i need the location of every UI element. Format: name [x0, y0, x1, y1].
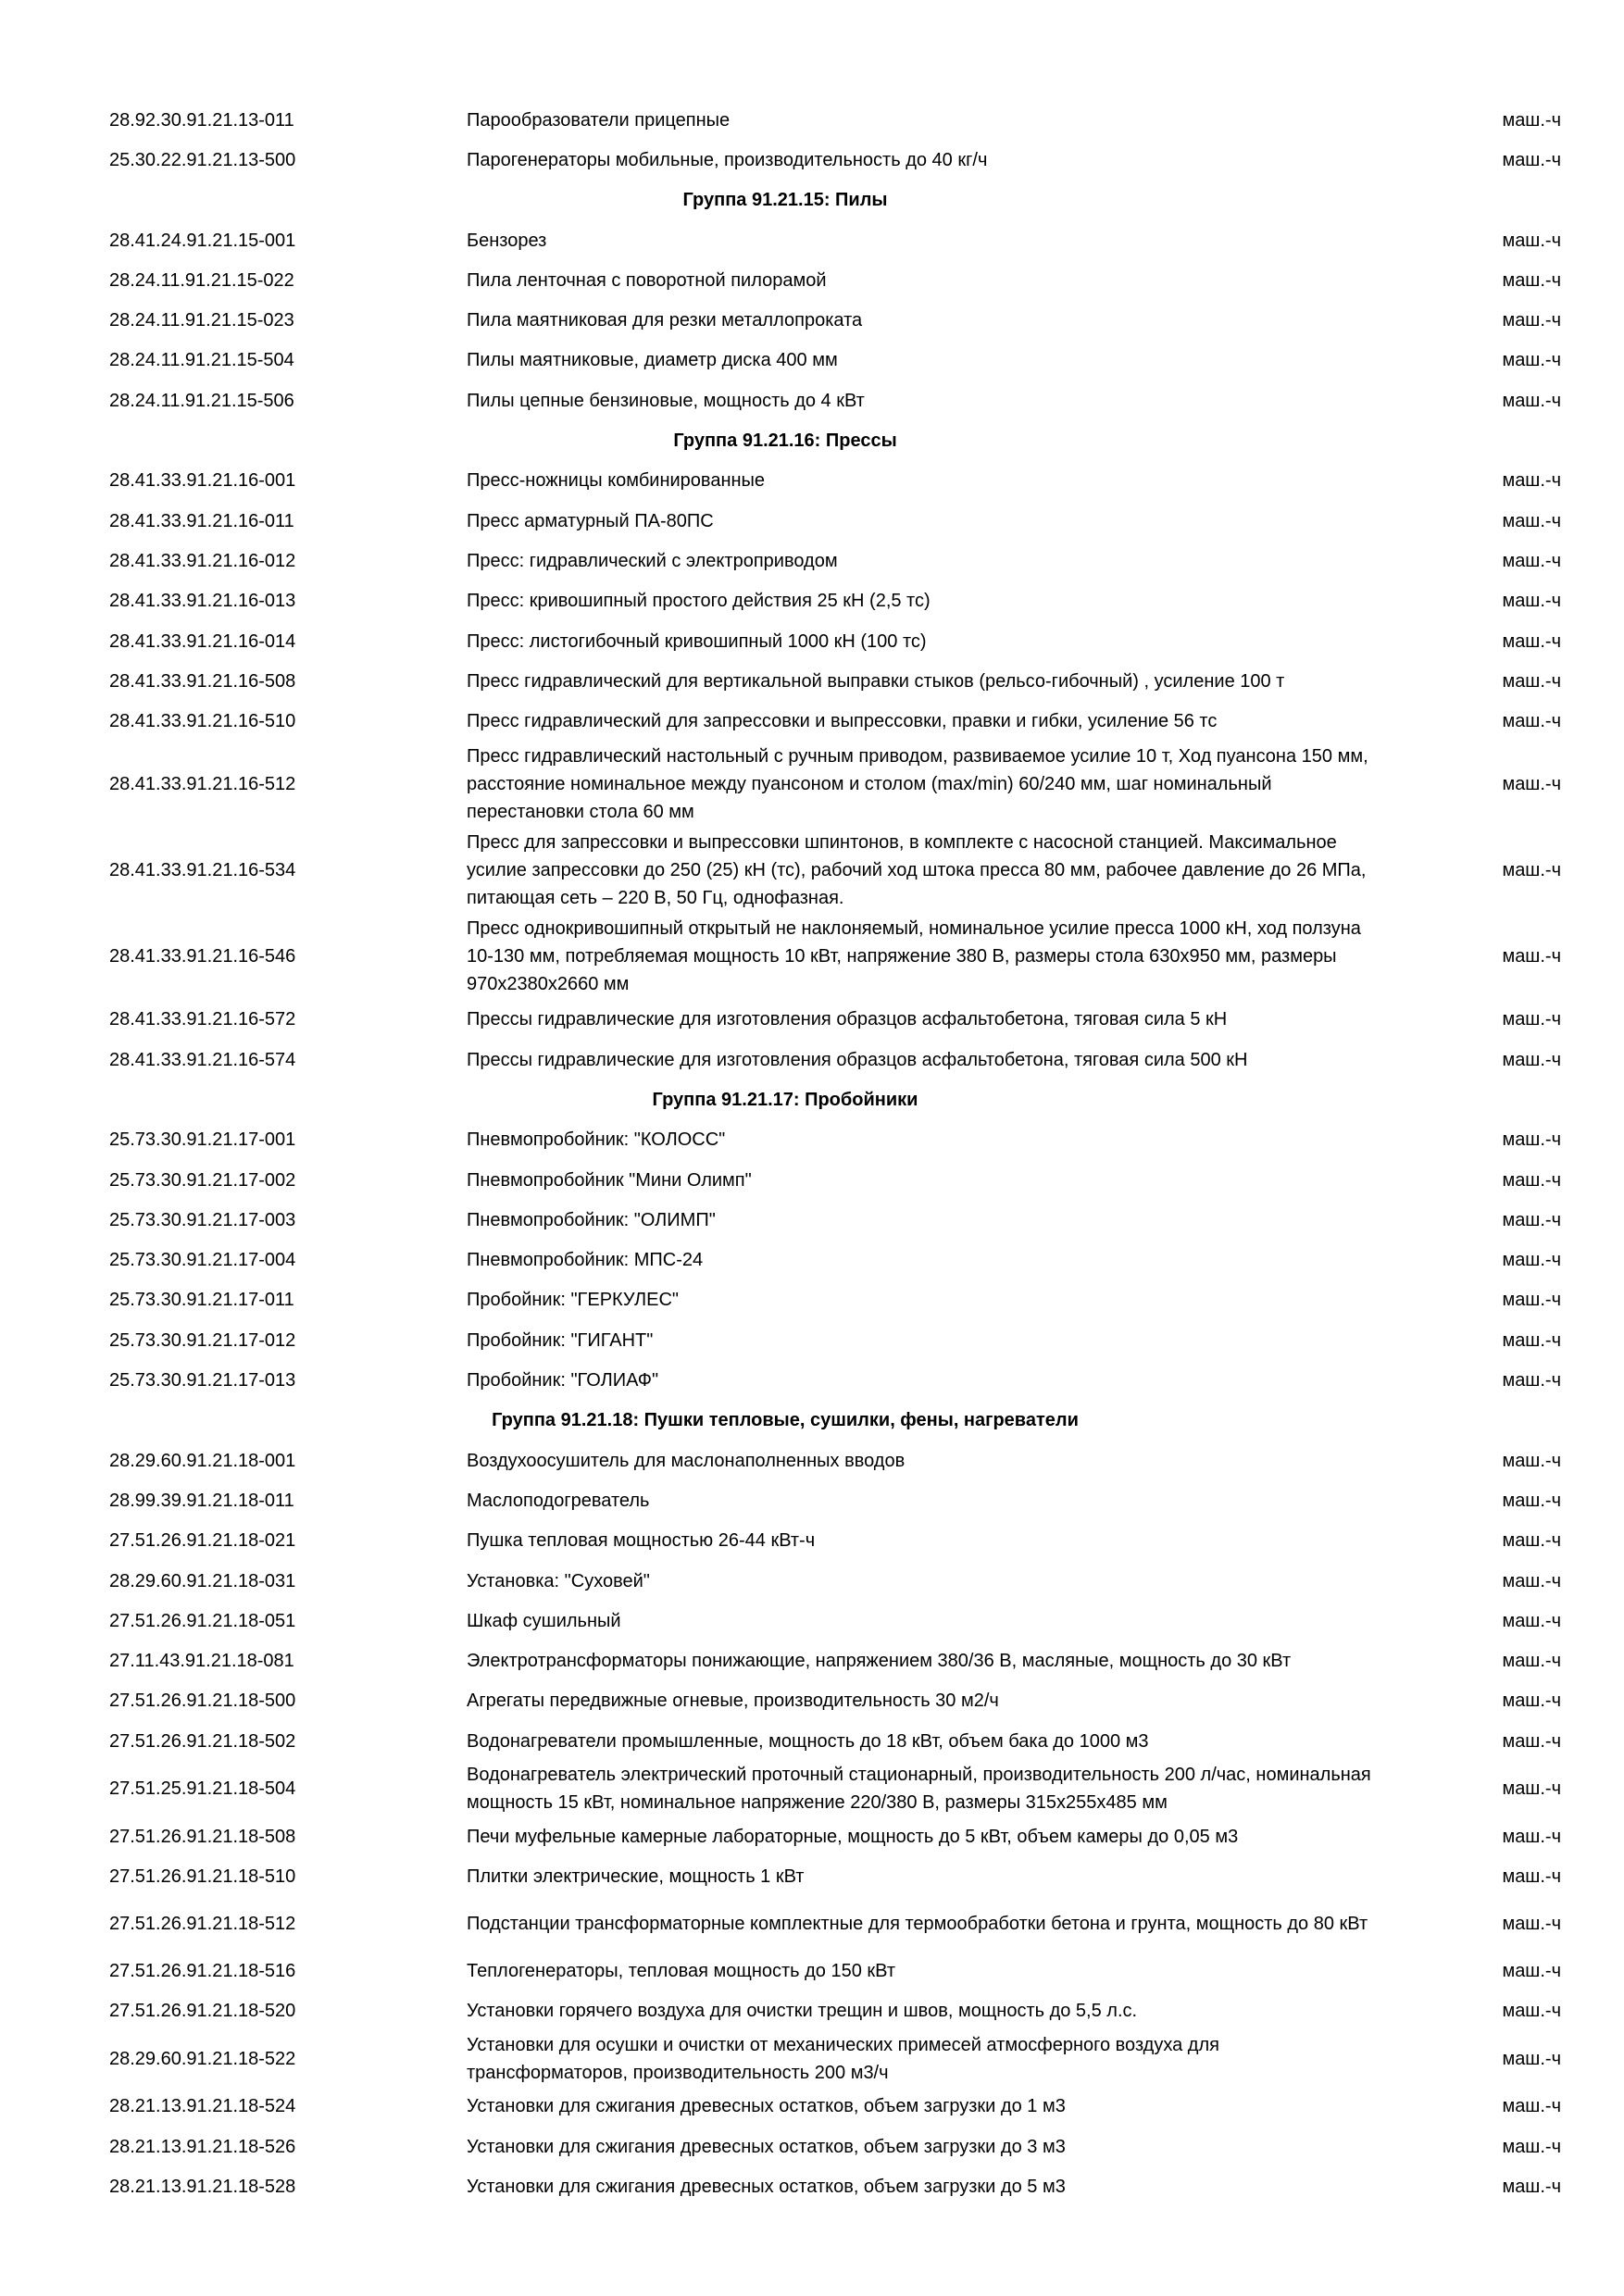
resource-code: 28.41.33.91.21.16-546	[109, 946, 296, 967]
resource-name: Установки для сжигания древесных остатков, объем загрузки до 1 м3	[467, 2096, 1066, 2117]
table-row	[109, 260, 1572, 300]
measure-unit: маш.-ч	[1502, 670, 1561, 692]
measure-unit: маш.-ч	[1502, 591, 1561, 612]
resource-code: 25.73.30.91.21.17-012	[109, 1329, 296, 1351]
resource-name: Пневмопробойник: "ОЛИМП"	[467, 1209, 716, 1230]
measure-unit: маш.-ч	[1502, 1570, 1561, 1591]
measure-unit: маш.-ч	[1502, 1827, 1561, 1848]
table-row	[109, 1200, 1572, 1240]
table-row	[109, 381, 1572, 420]
table-row	[109, 1241, 1572, 1280]
table-row	[109, 1990, 1572, 2030]
measure-unit: маш.-ч	[1502, 230, 1561, 251]
group-header-row	[109, 420, 1572, 460]
resource-name: Парообразователи прицепные	[467, 109, 731, 131]
resource-code: 28.21.13.91.21.18-524	[109, 2096, 296, 2117]
table-row	[109, 1601, 1572, 1641]
table-row	[109, 1721, 1572, 1761]
table-row	[109, 1280, 1572, 1320]
measure-unit: маш.-ч	[1502, 2096, 1561, 2117]
measure-unit: маш.-ч	[1502, 1691, 1561, 1712]
resource-code: 27.51.26.91.21.18-510	[109, 1866, 296, 1888]
measure-unit: маш.-ч	[1502, 149, 1561, 170]
table-row	[109, 140, 1572, 180]
resource-name: Парогенераторы мобильные, производительность до 40 кг/ч	[467, 149, 988, 170]
resource-name: Агрегаты передвижные огневые, производительность 30 м2/ч	[467, 1691, 999, 1712]
measure-unit: маш.-ч	[1502, 630, 1561, 652]
measure-unit: маш.-ч	[1502, 2048, 1561, 2069]
measure-unit: маш.-ч	[1502, 350, 1561, 371]
resource-name: Прессы гидравлические для изготовления образцов асфальтобетона, тяговая сила 5 кН	[467, 1009, 1228, 1030]
measure-unit: маш.-ч	[1502, 1370, 1561, 1391]
resource-code: 25.73.30.91.21.17-003	[109, 1209, 296, 1230]
resource-name: Пробойник: "ГИГАНТ"	[467, 1329, 654, 1351]
measure-unit: маш.-ч	[1502, 1730, 1561, 1752]
measure-unit: маш.-ч	[1502, 1329, 1561, 1351]
resource-name: Печи муфельные камерные лабораторные, мощность до 5 кВт, объем камеры до 0,05 м3	[467, 1827, 1239, 1848]
measure-unit: маш.-ч	[1502, 1651, 1561, 1672]
resource-name: Пневмопробойник: МПС-24	[467, 1250, 704, 1271]
resource-name: Установки горячего воздуха для очистки трещин и швов, мощность до 5,5 л.с.	[467, 2000, 1138, 2021]
resource-code: 28.41.33.91.21.16-013	[109, 591, 296, 612]
resource-name: Пробойник: "ГЕРКУЛЕС"	[467, 1290, 679, 1311]
resource-name: Плитки электрические, мощность 1 кВт	[467, 1866, 805, 1888]
resource-code: 25.73.30.91.21.17-013	[109, 1370, 296, 1391]
table-row	[109, 828, 1572, 914]
measure-unit: маш.-ч	[1502, 1250, 1561, 1271]
table-row	[109, 1561, 1572, 1601]
measure-unit: маш.-ч	[1502, 1209, 1561, 1230]
resource-name: Пилы цепные бензиновые, мощность до 4 кВт	[467, 390, 865, 411]
resource-name: Прессы гидравлические для изготовления образцов асфальтобетона, тяговая сила 500 кН	[467, 1049, 1248, 1070]
resource-name: Маслоподогреватель	[467, 1490, 650, 1511]
table-row	[109, 1897, 1572, 1951]
table-row	[109, 742, 1572, 828]
resource-code: 27.51.26.91.21.18-502	[109, 1730, 296, 1752]
group-header-row	[109, 181, 1572, 220]
measure-unit: маш.-ч	[1502, 1049, 1561, 1070]
measure-unit: маш.-ч	[1502, 269, 1561, 291]
resource-code: 27.51.25.91.21.18-504	[109, 1778, 296, 1800]
resource-code: 28.41.33.91.21.16-574	[109, 1049, 296, 1070]
measure-unit: маш.-ч	[1502, 1009, 1561, 1030]
resource-name: Бензорез	[467, 230, 547, 251]
resource-name: Пилы маятниковые, диаметр диска 400 мм	[467, 350, 838, 371]
resource-name: Пресс однокривошипный открытый не наклоняемый, номинальное усилие пресса 1000 кН, ход ползуна 10-130 мм, потребляемая мощность 10 кВт, напряжение 380 В, размеры стола 630х950 мм, размеры 970х2380х2660 мм	[467, 918, 1361, 995]
resource-name: Шкаф сушильный	[467, 1610, 621, 1631]
measure-unit: маш.-ч	[1502, 510, 1561, 531]
group-header-row	[109, 1401, 1572, 1441]
resource-name: Пушка тепловая мощностью 26-44 кВт-ч	[467, 1530, 816, 1552]
resource-code: 28.41.33.91.21.16-001	[109, 470, 296, 492]
group-title: Группа 91.21.15: Пилы	[682, 190, 888, 211]
table-row	[109, 1816, 1572, 1856]
measure-unit: маш.-ч	[1502, 390, 1561, 411]
table-row	[109, 1160, 1572, 1200]
measure-unit: маш.-ч	[1502, 1129, 1561, 1151]
table-row	[109, 701, 1572, 741]
resource-code: 28.41.33.91.21.16-011	[109, 510, 294, 531]
resource-code: 28.21.13.91.21.18-526	[109, 2136, 296, 2157]
resource-name: Установка: "Суховей"	[467, 1570, 650, 1591]
group-title: Группа 91.21.17: Пробойники	[652, 1089, 918, 1110]
measure-unit: маш.-ч	[1502, 550, 1561, 571]
table-row	[109, 1360, 1572, 1400]
measure-unit: маш.-ч	[1502, 1866, 1561, 1888]
measure-unit: маш.-ч	[1502, 860, 1561, 881]
resource-code: 28.29.60.91.21.18-001	[109, 1450, 296, 1471]
resource-name: Водонагреватели промышленные, мощность до 18 кВт, объем бака до 1000 м3	[467, 1730, 1149, 1752]
table-row	[109, 461, 1572, 501]
resource-code: 25.73.30.91.21.17-004	[109, 1250, 296, 1271]
measure-unit: маш.-ч	[1502, 946, 1561, 967]
measure-unit: маш.-ч	[1502, 1610, 1561, 1631]
resource-code: 27.51.26.91.21.18-500	[109, 1691, 296, 1712]
resource-code: 27.51.26.91.21.18-512	[109, 1913, 296, 1934]
table-row	[109, 581, 1572, 621]
resource-code: 28.24.11.91.21.15-504	[109, 350, 294, 371]
resource-name: Пневмопробойник "Мини Олимп"	[467, 1169, 752, 1191]
resource-code: 28.41.33.91.21.16-572	[109, 1009, 296, 1030]
resource-code: 28.41.33.91.21.16-534	[109, 860, 296, 881]
resource-code: 28.24.11.91.21.15-506	[109, 390, 294, 411]
resource-code: 27.51.26.91.21.18-508	[109, 1827, 296, 1848]
table-row	[109, 1951, 1572, 1990]
resource-name: Установки для сжигания древесных остатков, объем загрузки до 5 м3	[467, 2176, 1066, 2197]
resource-code: 27.51.26.91.21.18-520	[109, 2000, 296, 2021]
measure-unit: маш.-ч	[1502, 1169, 1561, 1191]
resource-name: Подстанции трансформаторные комплектные для термообработки бетона и грунта, мощность до 80 кВт	[467, 1913, 1368, 1934]
resource-code: 25.73.30.91.21.17-011	[109, 1290, 294, 1311]
table-row	[109, 300, 1572, 340]
resource-name: Пресс гидравлический для запрессовки и выпрессовки, правки и гибки, усиление 56 тс	[467, 711, 1218, 732]
table-row	[109, 621, 1572, 661]
resource-name: Пресс-ножницы комбинированные	[467, 470, 766, 492]
measure-unit: маш.-ч	[1502, 1913, 1561, 1934]
table-row	[109, 1441, 1572, 1480]
resource-code: 28.24.11.91.21.15-023	[109, 310, 294, 331]
machinery-table	[109, 100, 1572, 2206]
measure-unit: маш.-ч	[1502, 711, 1561, 732]
table-row	[109, 1320, 1572, 1360]
resource-name: Установки для сжигания древесных остатков, объем загрузки до 3 м3	[467, 2136, 1066, 2157]
resource-code: 28.92.30.91.21.13-011	[109, 109, 294, 131]
resource-code: 25.30.22.91.21.13-500	[109, 149, 296, 170]
resource-code: 28.41.33.91.21.16-014	[109, 630, 296, 652]
measure-unit: маш.-ч	[1502, 310, 1561, 331]
table-row	[109, 2127, 1572, 2166]
resource-code: 28.29.60.91.21.18-031	[109, 1570, 296, 1591]
table-row	[109, 1521, 1572, 1561]
table-row	[109, 661, 1572, 701]
table-row	[109, 2031, 1572, 2087]
resource-name: Пила ленточная с поворотной пилорамой	[467, 269, 827, 291]
table-row	[109, 220, 1572, 260]
resource-name: Пресс гидравлический для вертикальной выправки стыков (рельсо-гибочный) , усиление 100 т	[467, 670, 1285, 692]
table-row	[109, 1681, 1572, 1721]
resource-code: 28.41.33.91.21.16-510	[109, 711, 296, 732]
resource-code: 28.99.39.91.21.18-011	[109, 1490, 294, 1511]
resource-name: Пресс: гидравлический с электроприводом	[467, 550, 838, 571]
table-row	[109, 1761, 1572, 1816]
resource-name: Пресс для запрессовки и выпрессовки шпинтонов, в комплекте с насосной станцией. Максимальное усилие запрессовки до 250 (25) кН (тс), рабочий ход штока пресса 80 мм, рабочее давление до 26 МПа, питающая сеть – 220 В, 50 Гц, однофазная.	[467, 832, 1367, 909]
table-row	[109, 341, 1572, 381]
measure-unit: маш.-ч	[1502, 2136, 1561, 2157]
resource-code: 27.51.26.91.21.18-051	[109, 1610, 296, 1631]
table-row	[109, 1641, 1572, 1681]
resource-name: Пробойник: "ГОЛИАФ"	[467, 1370, 659, 1391]
resource-name: Теплогенераторы, тепловая мощность до 150 кВт	[467, 1960, 895, 1981]
measure-unit: маш.-ч	[1502, 1450, 1561, 1471]
resource-code: 28.24.11.91.21.15-022	[109, 269, 294, 291]
table-row	[109, 914, 1572, 1000]
table-row	[109, 100, 1572, 140]
resource-name: Электротрансформаторы понижающие, напряжением 380/36 В, масляные, мощность до 30 кВт	[467, 1651, 1292, 1672]
resource-code: 27.51.26.91.21.18-021	[109, 1530, 296, 1552]
resource-name: Пила маятниковая для резки металлопроката	[467, 310, 863, 331]
table-row	[109, 2087, 1572, 2127]
group-title: Группа 91.21.16: Прессы	[673, 430, 897, 452]
measure-unit: маш.-ч	[1502, 774, 1561, 795]
resource-name: Установки для осушки и очистки от механических примесей атмосферного воздуха для трансформаторов, производительность 200 м3/ч	[467, 2034, 1219, 2083]
table-row	[109, 541, 1572, 580]
resource-code: 27.11.43.91.21.18-081	[109, 1651, 294, 1672]
measure-unit: маш.-ч	[1502, 2000, 1561, 2021]
table-row	[109, 501, 1572, 541]
measure-unit: маш.-ч	[1502, 1530, 1561, 1552]
measure-unit: маш.-ч	[1502, 1960, 1561, 1981]
resource-code: 28.41.33.91.21.16-508	[109, 670, 296, 692]
resource-name: Пресс арматурный ПА-80ПС	[467, 510, 714, 531]
resource-code: 28.29.60.91.21.18-522	[109, 2048, 296, 2069]
resource-code: 25.73.30.91.21.17-002	[109, 1169, 296, 1191]
measure-unit: маш.-ч	[1502, 1778, 1561, 1800]
table-row	[109, 1480, 1572, 1520]
resource-name: Водонагреватель электрический проточный стационарный, производительность 200 л/час, номинальная мощность 15 кВт, номинальное напряжение 220/380 В, размеры 315х255х485 мм	[467, 1765, 1371, 1814]
resource-name: Пресс гидравлический настольный с ручным приводом, развиваемое усилие 10 т, Ход пуансона 150 мм, расстояние номинальное между пуансоном и столом (max/min) 60/240 мм, шаг номинальный перестановки стола 60 мм	[467, 746, 1368, 823]
measure-unit: маш.-ч	[1502, 2176, 1561, 2197]
table-row	[109, 1000, 1572, 1040]
table-row	[109, 1857, 1572, 1897]
resource-code: 28.41.33.91.21.16-512	[109, 774, 296, 795]
measure-unit: маш.-ч	[1502, 470, 1561, 492]
table-row	[109, 1040, 1572, 1079]
resource-name: Пресс: листогибочный кривошипный 1000 кН (100 тс)	[467, 630, 927, 652]
table-row	[109, 1120, 1572, 1160]
group-header-row	[109, 1079, 1572, 1119]
table-row	[109, 2166, 1572, 2206]
resource-name: Пневмопробойник: "КОЛОСС"	[467, 1129, 726, 1151]
resource-code: 27.51.26.91.21.18-516	[109, 1960, 296, 1981]
measure-unit: маш.-ч	[1502, 109, 1561, 131]
resource-code: 25.73.30.91.21.17-001	[109, 1129, 296, 1151]
group-title: Группа 91.21.18: Пушки тепловые, сушилки, фены, нагреватели	[492, 1410, 1079, 1431]
resource-code: 28.41.33.91.21.16-012	[109, 550, 296, 571]
resource-name: Пресс: кривошипный простого действия 25 кН (2,5 тс)	[467, 591, 931, 612]
resource-name: Воздухоосушитель для маслонаполненных вводов	[467, 1450, 906, 1471]
machinery-table-body	[109, 100, 1572, 2206]
measure-unit: маш.-ч	[1502, 1490, 1561, 1511]
resource-code: 28.21.13.91.21.18-528	[109, 2176, 296, 2197]
resource-code: 28.41.24.91.21.15-001	[109, 230, 296, 251]
measure-unit: маш.-ч	[1502, 1290, 1561, 1311]
